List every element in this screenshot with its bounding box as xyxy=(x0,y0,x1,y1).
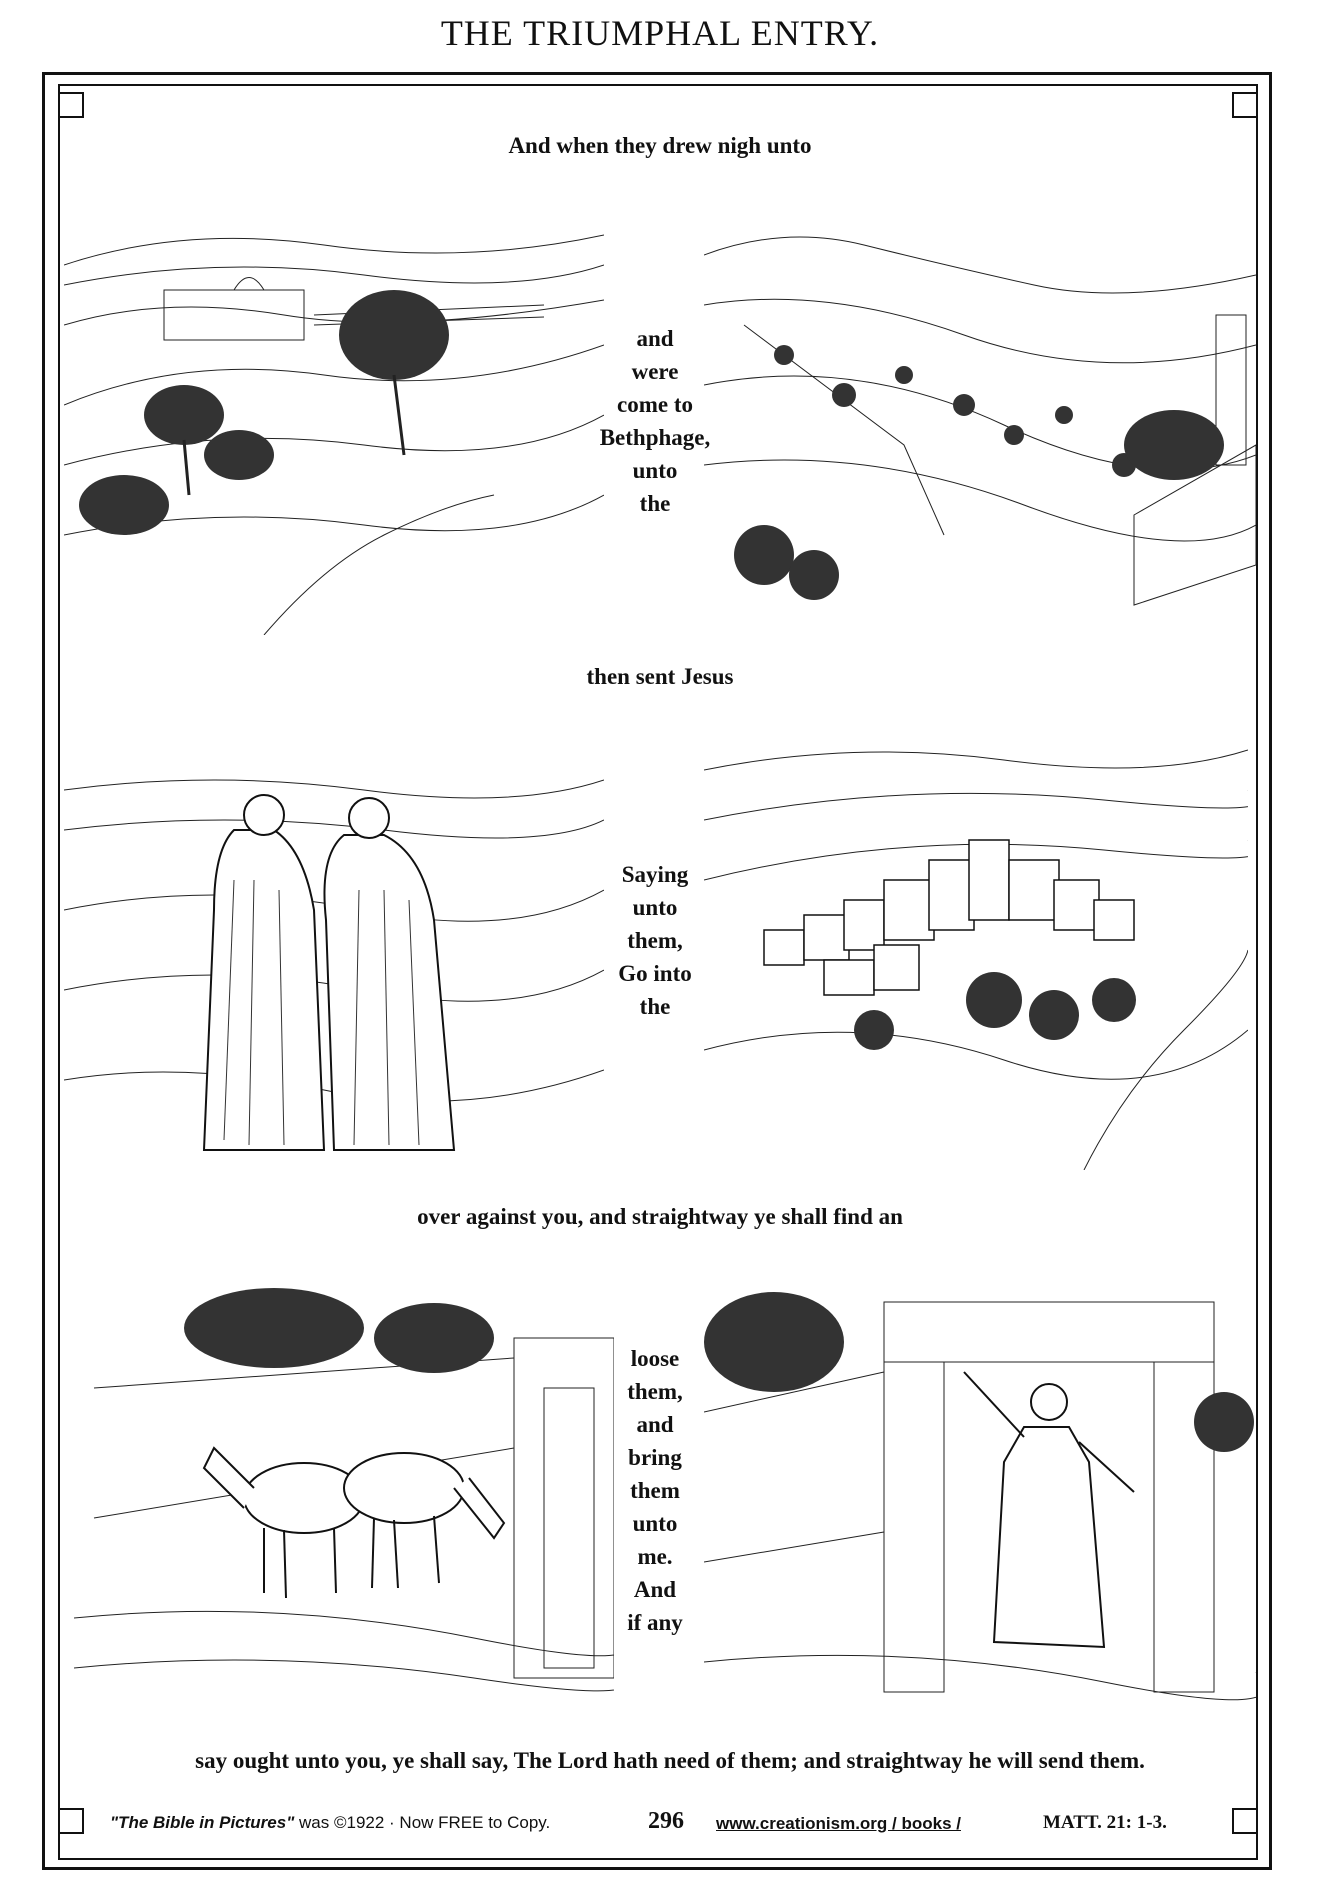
corner-ornament-top-left xyxy=(58,92,84,118)
website-link[interactable]: www.creationism.org / books / xyxy=(716,1814,961,1833)
corner-ornament-bottom-right xyxy=(1232,1808,1258,1834)
side-text-line: bring xyxy=(628,1445,682,1470)
side-text-line: and xyxy=(636,1412,674,1437)
side-text-line: them, xyxy=(627,1379,683,1404)
caption-second: then sent Jesus xyxy=(586,664,734,689)
ass-and-colt-illustration xyxy=(74,1268,614,1708)
side-text-line: And xyxy=(633,1577,677,1602)
caption-third: over against you, and straightway ye shall find an xyxy=(417,1204,903,1229)
side-text-row3 xyxy=(580,1342,730,1639)
side-text-line: the xyxy=(639,994,671,1019)
side-text-line: come to xyxy=(617,392,693,417)
side-text-line: and xyxy=(636,326,674,351)
village-illustration xyxy=(704,730,1248,1170)
scripture-reference: MATT. 21: 1-3. xyxy=(1043,1812,1167,1833)
page-number: 296 xyxy=(648,1808,684,1834)
side-text-line: Saying xyxy=(621,862,689,887)
corner-ornament-top-right xyxy=(1232,92,1258,118)
two-disciples-illustration xyxy=(64,760,604,1168)
side-text-line: the xyxy=(639,491,671,516)
man-at-gate-illustration xyxy=(704,1262,1256,1720)
side-text-row1 xyxy=(580,322,730,520)
caption-bottom: say ought unto you, ye shall say, The Lord hath need of them; and straightway he will send them. xyxy=(195,1748,1145,1773)
side-text-line: Bethphage, xyxy=(599,425,711,450)
page-title: THE TRIUMPHAL ENTRY. xyxy=(440,13,880,53)
side-text-line: loose xyxy=(630,1346,680,1371)
side-text-line: me. xyxy=(637,1544,673,1569)
side-text-line: them, xyxy=(627,928,683,953)
footer-credit xyxy=(110,1813,550,1833)
side-text-line: unto xyxy=(632,895,678,920)
side-text-line: them xyxy=(630,1478,680,1503)
side-text-line: unto xyxy=(632,458,678,483)
jerusalem-landscape-illustration xyxy=(64,205,604,635)
caption-top: And when they drew nigh unto xyxy=(508,133,812,158)
mount-of-olives-hillside-illustration xyxy=(704,225,1256,635)
side-text-row2 xyxy=(580,858,730,1023)
side-text-line: were xyxy=(631,359,679,384)
side-text-line: unto xyxy=(632,1511,678,1536)
side-text-line: if any xyxy=(627,1610,683,1635)
book-title: "The Bible in Pictures" xyxy=(110,1813,295,1832)
side-text-line: Go into xyxy=(618,961,692,986)
copyright-text: was ©1922 · Now FREE to Copy. xyxy=(294,1813,551,1832)
corner-ornament-bottom-left xyxy=(58,1808,84,1834)
